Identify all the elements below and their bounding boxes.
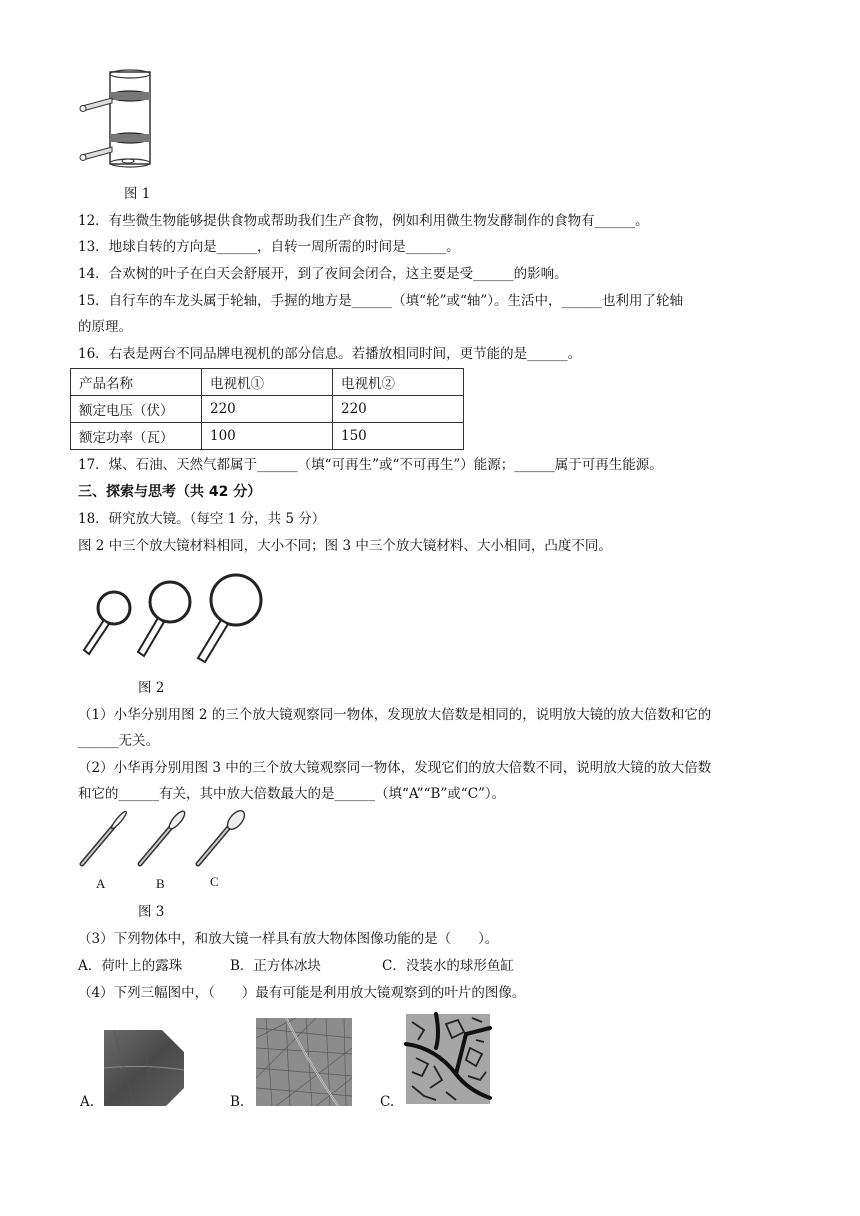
magnifier-a-icon xyxy=(82,810,128,864)
figure-1-apparatus xyxy=(78,70,158,175)
question-15-line1: 15．自行车的车龙头属于轮轴，手握的地方是______（填“轮”或“轴”）。生活中，______也利用了轮轴 xyxy=(78,293,684,309)
figure-3-label-c: C xyxy=(210,874,219,889)
table-cell: 额定电压（伏） xyxy=(71,396,202,423)
table-cell: 额定功率（瓦） xyxy=(71,423,202,450)
table-header-row xyxy=(71,369,464,396)
part-2-line1: （2）小华再分别用图 3 中的三个放大镜观察同一物体，发现它们的放大倍数不同，说明放大镜的放大倍数 xyxy=(78,760,712,776)
figure-2-magnifiers xyxy=(78,572,268,667)
table-cell: 150 xyxy=(333,423,464,450)
part-3-option-b: B．正方体冰块 xyxy=(230,958,321,974)
question-16: 16．右表是两台不同品牌电视机的部分信息。若播放相同时间，更节能的是______。 xyxy=(78,346,582,362)
magnifier-large-icon xyxy=(198,575,261,662)
magnifier-medium-icon xyxy=(138,582,190,656)
question-13: 13．地球自转的方向是______，自转一周所需的时间是______。 xyxy=(78,239,460,255)
magnifier-c-icon xyxy=(198,808,248,864)
table-cell: 电视机① xyxy=(202,369,333,396)
table-cell: 220 xyxy=(202,396,333,423)
question-17: 17．煤、石油、天然气都属于______（填“可再生”或“不可再生”）能源；______属于可再生能源。 xyxy=(78,457,663,473)
section-3-heading: 三、探索与思考（共 42 分） xyxy=(78,484,262,500)
part-1-line1: （1）小华分别用图 2 的三个放大镜观察同一物体，发现放大倍数是相同的，说明放大镜的放大倍数和它的 xyxy=(78,707,712,723)
leaf-option-a: A. xyxy=(80,1094,95,1110)
tv-spec-table xyxy=(70,368,464,450)
table-cell: 产品名称 xyxy=(71,369,202,396)
figure-3-label-b: B xyxy=(156,876,165,891)
part-3-option-a: A．荷叶上的露珠 xyxy=(78,958,183,974)
part-4: （4）下列三幅图中，（ ）最有可能是利用放大镜观察到的叶片的图像。 xyxy=(78,985,526,1001)
part-2-line2: 和它的______有关，其中放大倍数最大的是______（填“A”“B”或“C”）。 xyxy=(78,786,506,802)
table-cell: 电视机② xyxy=(333,369,464,396)
question-15-line2: 的原理。 xyxy=(78,319,132,335)
table-row xyxy=(71,423,464,450)
leaf-option-c: C. xyxy=(380,1094,395,1110)
magnifier-b-icon xyxy=(140,809,187,864)
figure-3-label-a: A xyxy=(96,876,106,891)
question-14: 14．合欢树的叶子在白天会舒展开，到了夜间会闭合，这主要是受______的影响。 xyxy=(78,266,568,282)
part-1-line2: ______无关。 xyxy=(78,733,159,749)
leaf-photo-b xyxy=(256,1018,352,1106)
leaf-photo-a xyxy=(104,1030,184,1106)
table-row xyxy=(71,396,464,423)
magnifier-small-icon xyxy=(84,592,130,654)
question-12: 12．有些微生物能够提供食物或帮助我们生产食物，例如利用微生物发酵制作的食物有______。 xyxy=(78,213,649,229)
figure-3-magnifiers xyxy=(78,812,253,870)
figure-3-caption: 图 3 xyxy=(138,904,165,920)
table-cell: 100 xyxy=(202,423,333,450)
figure-1-caption: 图 1 xyxy=(124,186,151,202)
figure-2-caption: 图 2 xyxy=(138,680,165,696)
part-3-option-c: C．没装水的球形鱼缸 xyxy=(382,958,514,974)
leaf-option-b: B. xyxy=(230,1094,245,1110)
part-3: （3）下列物体中，和放大镜一样具有放大物体图像功能的是（ ）。 xyxy=(78,931,499,947)
table-cell: 220 xyxy=(333,396,464,423)
leaf-photo-c xyxy=(406,1014,490,1104)
question-18-intro: 图 2 中三个放大镜材料相同，大小不同；图 3 中三个放大镜材料、大小相同，凸度不同。 xyxy=(78,538,612,554)
question-18-title: 18．研究放大镜。（每空 1 分，共 5 分） xyxy=(78,511,326,527)
